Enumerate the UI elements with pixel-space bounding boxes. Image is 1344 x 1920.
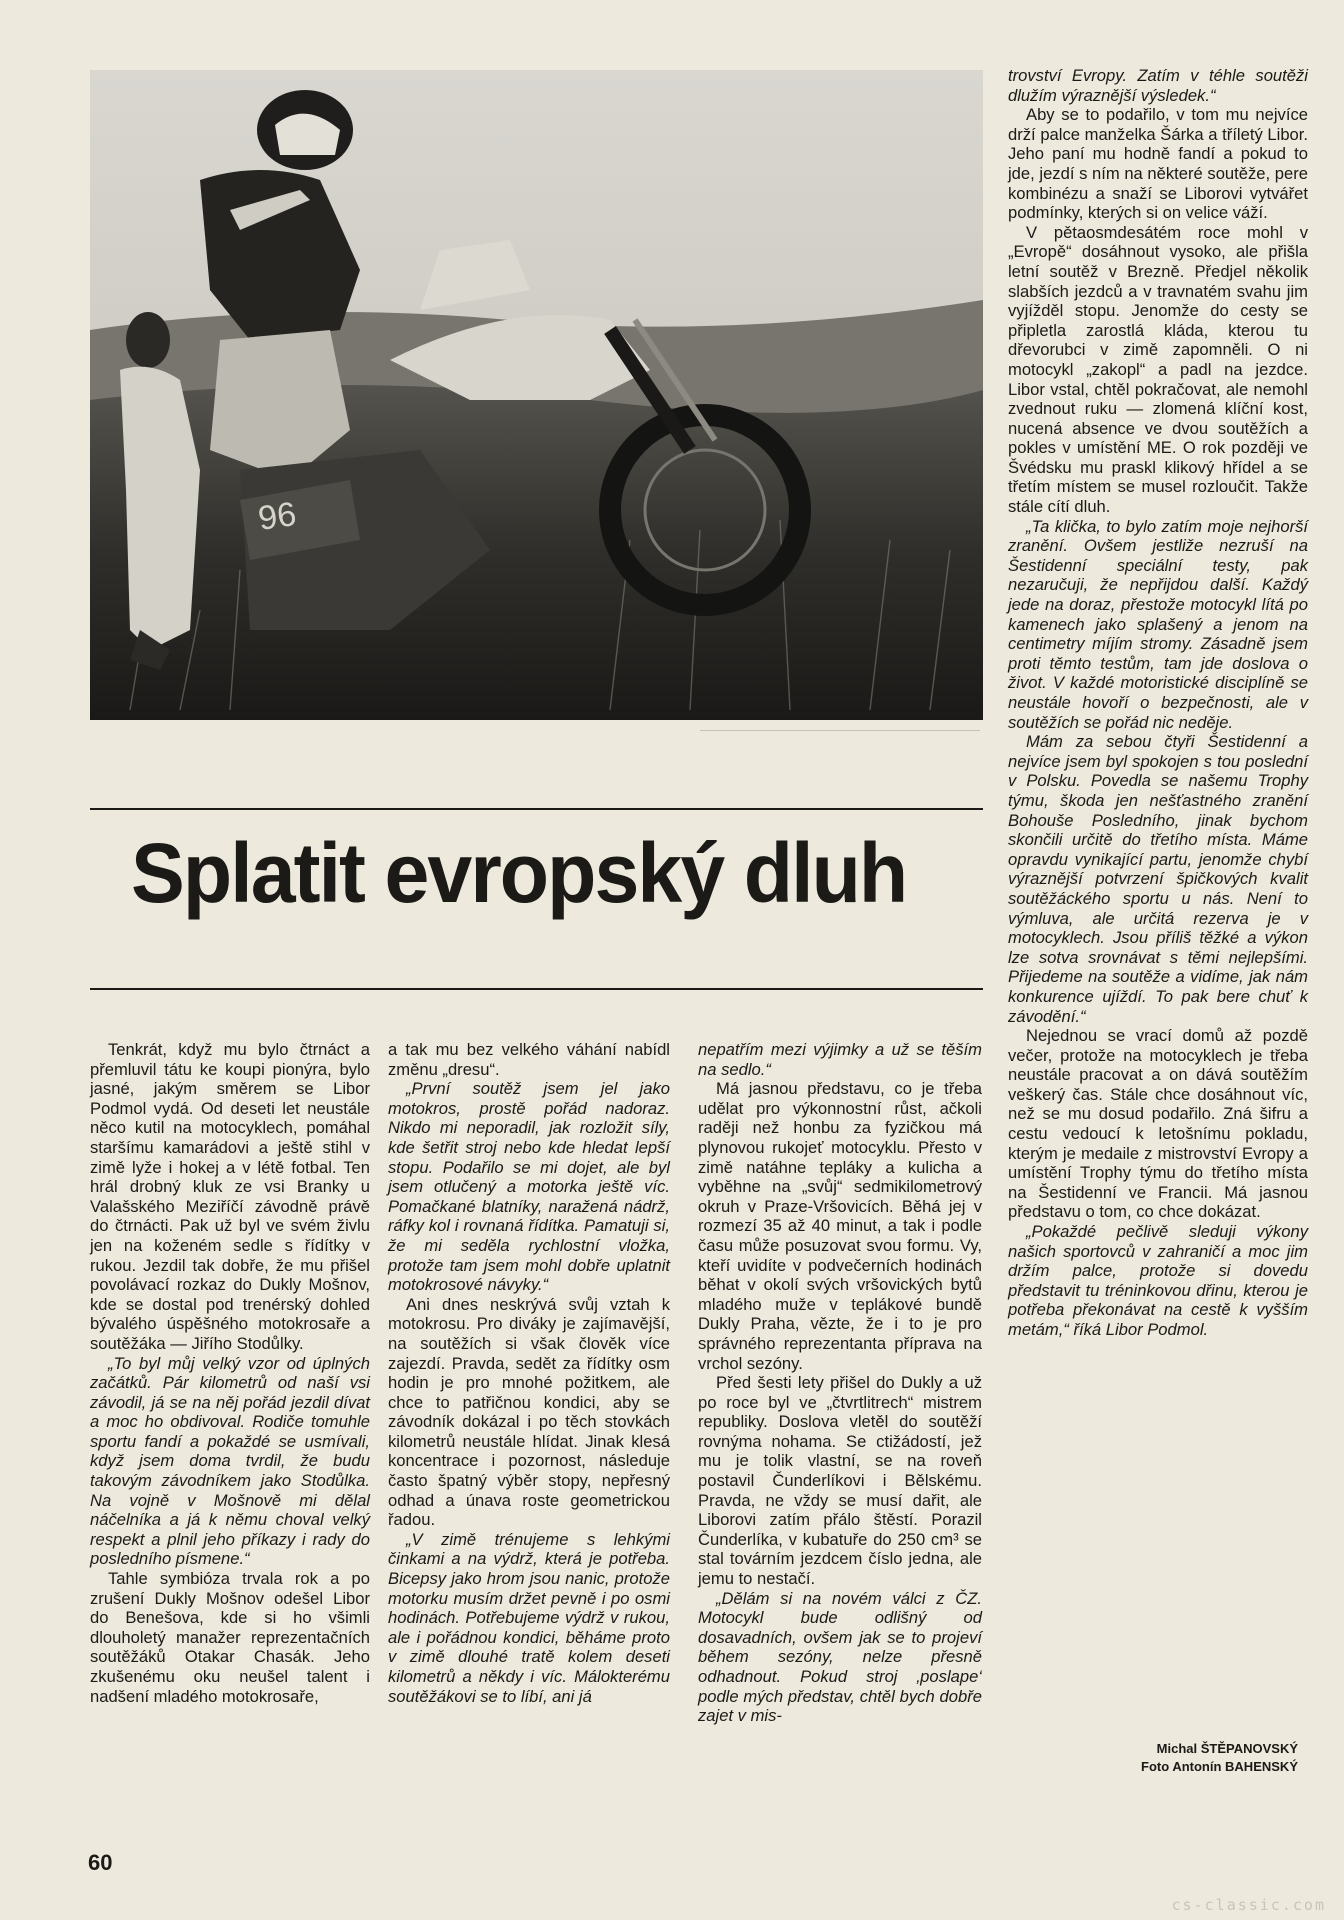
page-number: 60 xyxy=(88,1850,113,1875)
paragraph: Aby se to podařilo, v tom mu nejvíce drží palce manželka Šárka a tříletý Libor. Jeho paní mu hodně fandí a pokud to jde, jezdí s ním na některé soutěže, pere kombinézu a snaží se Liborovi vytvářet podmínky, kterých si on velice váží. xyxy=(1008,105,1308,223)
title-bottom-rule xyxy=(90,988,983,990)
paragraph: „V zimě trénujeme s lehkými činkami a na výdrž, která je potřeba. Bicepsy jako hrom jsou nanic, protože motorku musím držet pevně i po osmi hodinách. Potřebujeme výdrž v rukou, ale i pořádnou kondici, běháme proto v zimě dlouhé tratě kolem deseti kilometrů a někdy i víc. Málokterému soutěžákovi se to líbí, ani já xyxy=(388,1529,670,1706)
byline xyxy=(1008,1740,1298,1776)
paragraph: „Ta klička, to bylo zatím moje nejhorší zranění. Ovšem jestliže nezruší na Šestidenní speciální testy, pak nezaručuji, že nepřijdou další. Každý jede na doraz, přestože motocykl lítá po kamenech jako splašený a jenom na centimetry míjím stromy. Zásadně jsem proti těmto testům, tam jde doslova o život. V každé motoristické disciplíně se neustále hovoří o bezpečnosti, ale v soutěžích se pořád nic neděje. xyxy=(1008,516,1308,732)
paragraph: Mám za sebou čtyři Šestidenní a nejvíce jsem byl spokojen s tou poslední v Polsku. Povedla se našemu Trophy týmu, škoda jen nešťastného zranění Bohouše Posledního, jinak bychom skončili určitě do třetího místa. Máme opravdu vynikající partu, jenomže chybí výraznější potvrzení špičkových kvalit soutěžáckého sportu u nás. Není to výmluva, ale určitá rezerva je v motocyklech. Jsou příliš těžké a výkon lze sotva srovnávat s těmi nejlepšími. Přijedeme na soutěže a vidíme, jak nám konkurence ujíždí. To pak bere chuť k závodění.“ xyxy=(1008,732,1308,1026)
byline-author: Michal ŠTĚPANOVSKÝ xyxy=(1156,1741,1298,1756)
paragraph: a tak mu bez velkého váhání nabídl změnu „dresu“. xyxy=(388,1040,670,1079)
paragraph: nepatřím mezi výjimky a už se těším na sedlo.“ xyxy=(698,1040,982,1079)
article-column-1 xyxy=(90,1040,370,1840)
title-top-rule xyxy=(90,808,983,810)
paragraph: trovství Evropy. Zatím v téhle soutěži dlužím výraznější výsledek.“ xyxy=(1008,66,1308,105)
paragraph: „První soutěž jsem jel jako motokros, prostě pořád nadoraz. Nikdo mi neporadil, jak rozložit síly, kde šetřit stroj nebo kde hledat lepší stopu. Podařilo se mi dojet, ale byl jsem otlučený a motorka ještě víc. Pomačkané blatníky, naražená nádrž, ráfky kol i rovnaná řídítka. Pamatuji si, že mi seděla rychlostní vložka, protože tam jsem mohl dobře uplatnit motokrosové návyky.“ xyxy=(388,1079,670,1295)
right-article-column xyxy=(1008,66,1308,1339)
paragraph: Tenkrát, když mu bylo čtrnáct a přemluvil tátu ke koupi pionýra, bylo jasné, jakým směrem se Libor Podmol vydá. Od deseti let neustále něco kutil na motocyklech, pomáhal staršímu kamarádovi a ještě stihl v zimě lyže i hokej a v létě fotbal. Ten hrál drobný kluk ze vsi Branky u Valašského Meziříčí závodně právě do čtrnácti. Pak už byl ve svém živlu jen na koženém sedle s řídítky v rukou. Jezdil tak dobře, že mu přišel povolávací rozkaz do Dukly Mošnov, kde se dostal pod trenérský dohled bývalého úspěšného motokrosaře a soutěžáka — Jiřího Stodůlky. xyxy=(90,1040,370,1353)
paragraph: Nejednou se vrací domů až pozdě večer, protože na motocyklech je třeba neustále pracovat a on dává soutěžím veškerý čas. Stále chce dosáhnout víc, než se mu dosud podařilo. Zná šifru a cestu vedoucí k letošnímu pokladu, kterým je medaile z mistrovství Evropy a umístění Trophy týmu do třetího místa na Šestidenní ve Francii. Má jasnou představu o tom, co chce dokázat. xyxy=(1008,1026,1308,1222)
paragraph: Má jasnou představu, co je třeba udělat pro výkonnostní růst, ačkoli raději než honbu za fyzičkou má plynovou rukojeť motocyklu. Přesto v zimě natáhne tepláky a kulicha a vyběhne na „svůj“ sedmikilometrový okruh v Praze-Vršovicích. Běhá jej v rozmezí 35 až 40 minut, a tak i podle času může posuzovat svou formu. Vy, kteří uvidíte v podvečerních hodinách běhat v okolí svých vršovických bytů mladého muže v teplákové bundě Dukly Praha, vězte, že i to je pro správného reprezentanta příprava na vrchol sezóny. xyxy=(698,1079,982,1373)
paragraph: Ani dnes neskrývá svůj vztah k motokrosu. Pro diváky je zajímavější, na soutěžích si však člověk více zajezdí. Pravda, sedět za řídítky osm hodin je pro mnohé požitkem, ale chce to patřičnou kondici, aby se závodník dokázal i po těch stovkách kilometrů neustále hlídat. Jinak klesá koncentrace i pozornost, následuje často špatný výběr stopy, nepřesný odhad a únava roste geometrickou řadou. xyxy=(388,1294,670,1530)
paragraph: Před šesti lety přišel do Dukly a už po roce byl ve „čtvrtlitrech“ mistrem republiky. Doslova vletěl do soutěží rovnýma nohama. Se ctižádostí, jež mu je tolik vlastní, se na roveň postavil Čunderlíkovi i Bělskému. Pravda, ne vždy se musí dařit, ale Liborovi zatím přálo štěstí. Porazil Čunderlíka, v kubatuře do 250 cm³ se stal továrním jezdcem číslo jedna, ale jemu to nestačí. xyxy=(698,1373,982,1589)
paragraph: Tahle symbióza trvala rok a po zrušení Dukly Mošnov odešel Libor do Benešova, kde si ho všimli dlouholetý manažer reprezentačních soutěžáků Otakar Chasák. Jeho zkušenému oku neušel talent i nadšení mladého motokrosaře, xyxy=(90,1569,370,1706)
article-column-2 xyxy=(388,1040,670,1840)
photo-illustration xyxy=(90,70,983,720)
watermark: cs-classic.com xyxy=(1171,1896,1326,1914)
svg-text:96: 96 xyxy=(255,495,299,538)
byline-photographer: Foto Antonín BAHENSKÝ xyxy=(1141,1759,1298,1774)
paragraph: „Pokaždé pečlivě sleduji výkony našich sportovců v zahraničí a moc jim držím palce, protože si dovedu představit tu tréninkovou dřinu, kterou je potřeba překonávat na cestě k vyšším metám,“ říká Libor Podmol. xyxy=(1008,1222,1308,1339)
article-column-3 xyxy=(698,1040,982,1840)
bleed-through-area xyxy=(90,740,560,810)
bleed-through-area-right xyxy=(700,730,980,801)
paragraph: „Dělám si na novém válci z ČZ. Motocykl bude odlišný od dosavadních, ovšem jak se to projeví během sezóny, nelze přesně odhadnout. Pokud stroj ‚poslape‘ podle mých představ, chtěl bych dobře zajet v mis- xyxy=(698,1588,982,1726)
article-title: Splatit evropský dluh xyxy=(131,826,907,920)
paragraph: V pětaosmdesátém roce mohl v „Evropě“ dosáhnout vysoko, ale přišla letní soutěž v Brezně. Předjel několik slabších jezdců a v travnatém svahu jim vyjížděl stopu. Jenomže do cesty se připletla zarostlá kláda, kterou tu dřevorubci v zimě zapomněli. O ni motocykl „zakopl“ a padl na jezdce. Libor vstal, chtěl pokračovat, ale nemohl zvednout ruku — zlomená klíční kost, nucená absence ve dvou soutěžích a pokles v umístění ME. O rok později ve Švédsku mu praskl klikový hřídel a se třetím místem se musel rozloučit. Takže stále cítí dluh. xyxy=(1008,222,1308,517)
motocross-rider-photo xyxy=(90,70,983,720)
paragraph: „To byl můj velký vzor od úplných začátků. Pár kilometrů od naší vsi závodil, já se na něj pořád jezdil dívat a moc ho obdivoval. Rodiče tomuhle sportu fandí a pokaždé se usmívali, když jsem doma tvrdil, že budu takovým závodníkem jako Stodůlka. Na vojně v Mošnově mi dělal náčelníka a já k němu choval velký respekt a plnil jeho příkazy i rady do posledního písmene.“ xyxy=(90,1353,370,1569)
